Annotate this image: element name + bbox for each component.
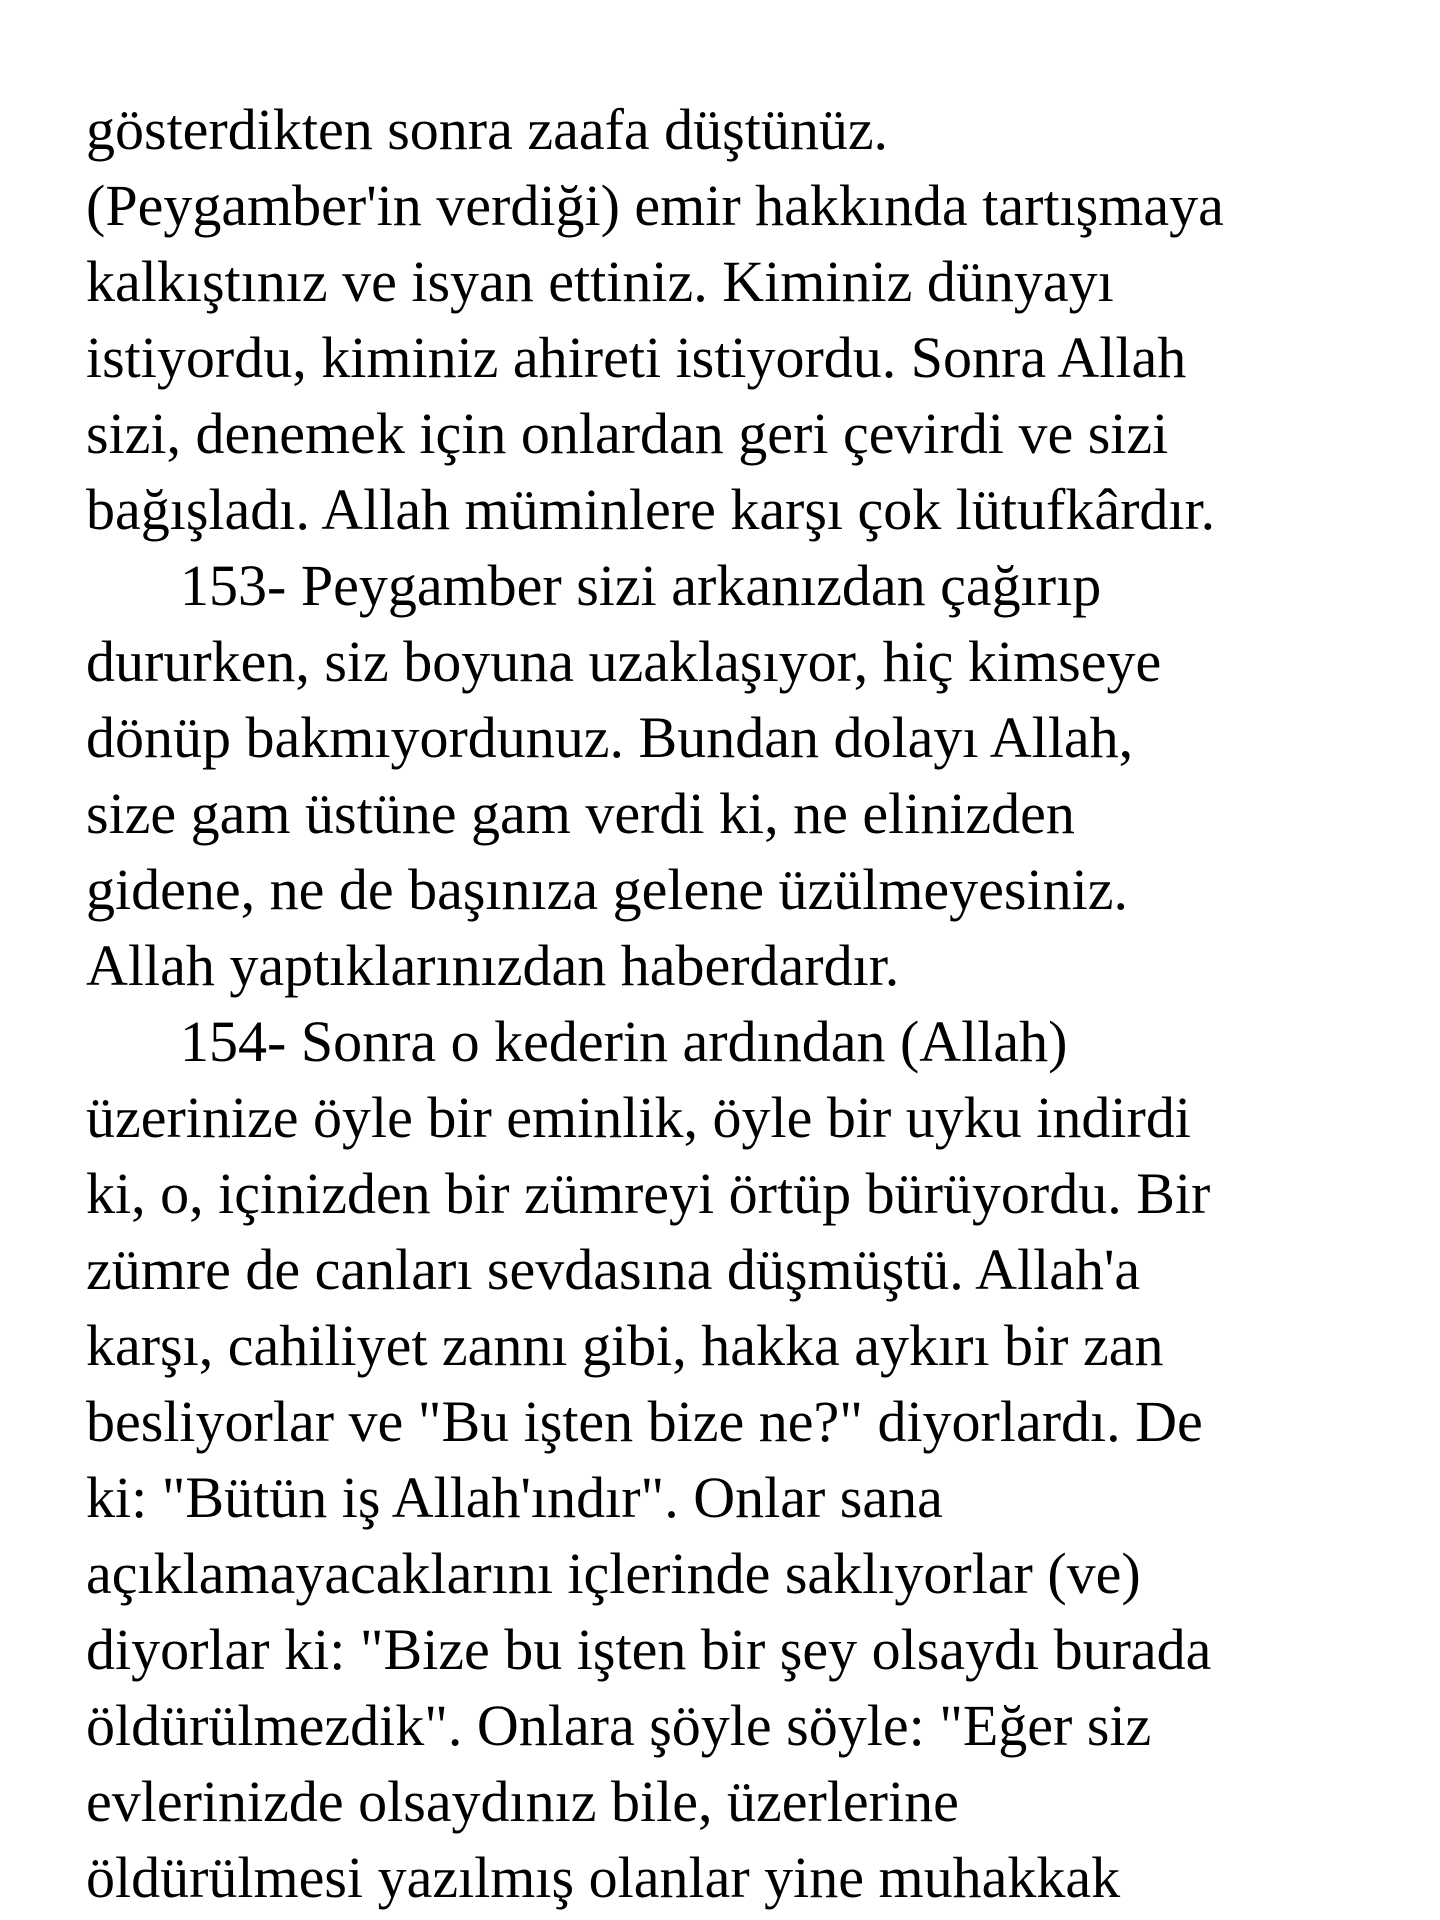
- text-line: istiyordu, kiminiz ahireti istiyordu. Sonra Allah: [86, 325, 1187, 390]
- text-line: gidene, ne de başınıza gelene üzülmeyesiniz.: [86, 857, 1128, 922]
- text-line: besliyorlar ve "Bu işten bize ne?" diyorlardı. De: [86, 1389, 1203, 1454]
- text-line: dururken, siz boyuna uzaklaşıyor, hiç kimseye: [86, 629, 1162, 694]
- text-line: karşı, cahiliyet zannı gibi, hakka aykırı bir zan: [86, 1313, 1164, 1378]
- text-line: ki: "Bütün iş Allah'ındır". Onlar sana: [86, 1465, 943, 1530]
- verse-153-start: 153- Peygamber sizi arkanızdan çağırıp: [180, 553, 1102, 618]
- text-line: size gam üstüne gam verdi ki, ne elinizden: [86, 781, 1075, 846]
- text-line: kalkıştınız ve isyan ettiniz. Kiminiz dünyayı: [86, 249, 1114, 314]
- text-line: bağışladı. Allah müminlere karşı çok lütufkârdır.: [86, 477, 1216, 542]
- text-line: sizi, denemek için onlardan geri çevirdi ve sizi: [86, 401, 1169, 466]
- text-line: zümre de canları sevdasına düşmüştü. Allah'a: [86, 1237, 1141, 1302]
- verse-154-start: 154- Sonra o kederin ardından (Allah): [180, 1009, 1068, 1074]
- text-line: dönüp bakmıyordunuz. Bundan dolayı Allah,: [86, 705, 1134, 770]
- text-line: ki, o, içinizden bir zümreyi örtüp bürüyordu. Bir: [86, 1161, 1211, 1226]
- text-line: açıklamayacaklarını içlerinde saklıyorlar (ve): [86, 1541, 1141, 1606]
- text-line: öldürülmesi yazılmış olanlar yine muhakkak: [86, 1845, 1121, 1910]
- text-line: (Peygamber'in verdiği) emir hakkında tartışmaya: [86, 173, 1224, 238]
- text-line: Allah yaptıklarınızdan haberdardır.: [86, 933, 900, 998]
- text-line: üzerinize öyle bir eminlik, öyle bir uyku indirdi: [86, 1085, 1191, 1150]
- body-text: [86, 92, 1426, 1916]
- text-line: diyorlar ki: "Bize bu işten bir şey olsaydı burada: [86, 1617, 1212, 1682]
- text-line: öldürülmezdik". Onlara şöyle söyle: "Eğer siz: [86, 1693, 1152, 1758]
- text-line: evlerinizde olsaydınız bile, üzerlerine: [86, 1769, 959, 1834]
- text-line: gösterdikten sonra zaafa düştünüz.: [86, 97, 889, 162]
